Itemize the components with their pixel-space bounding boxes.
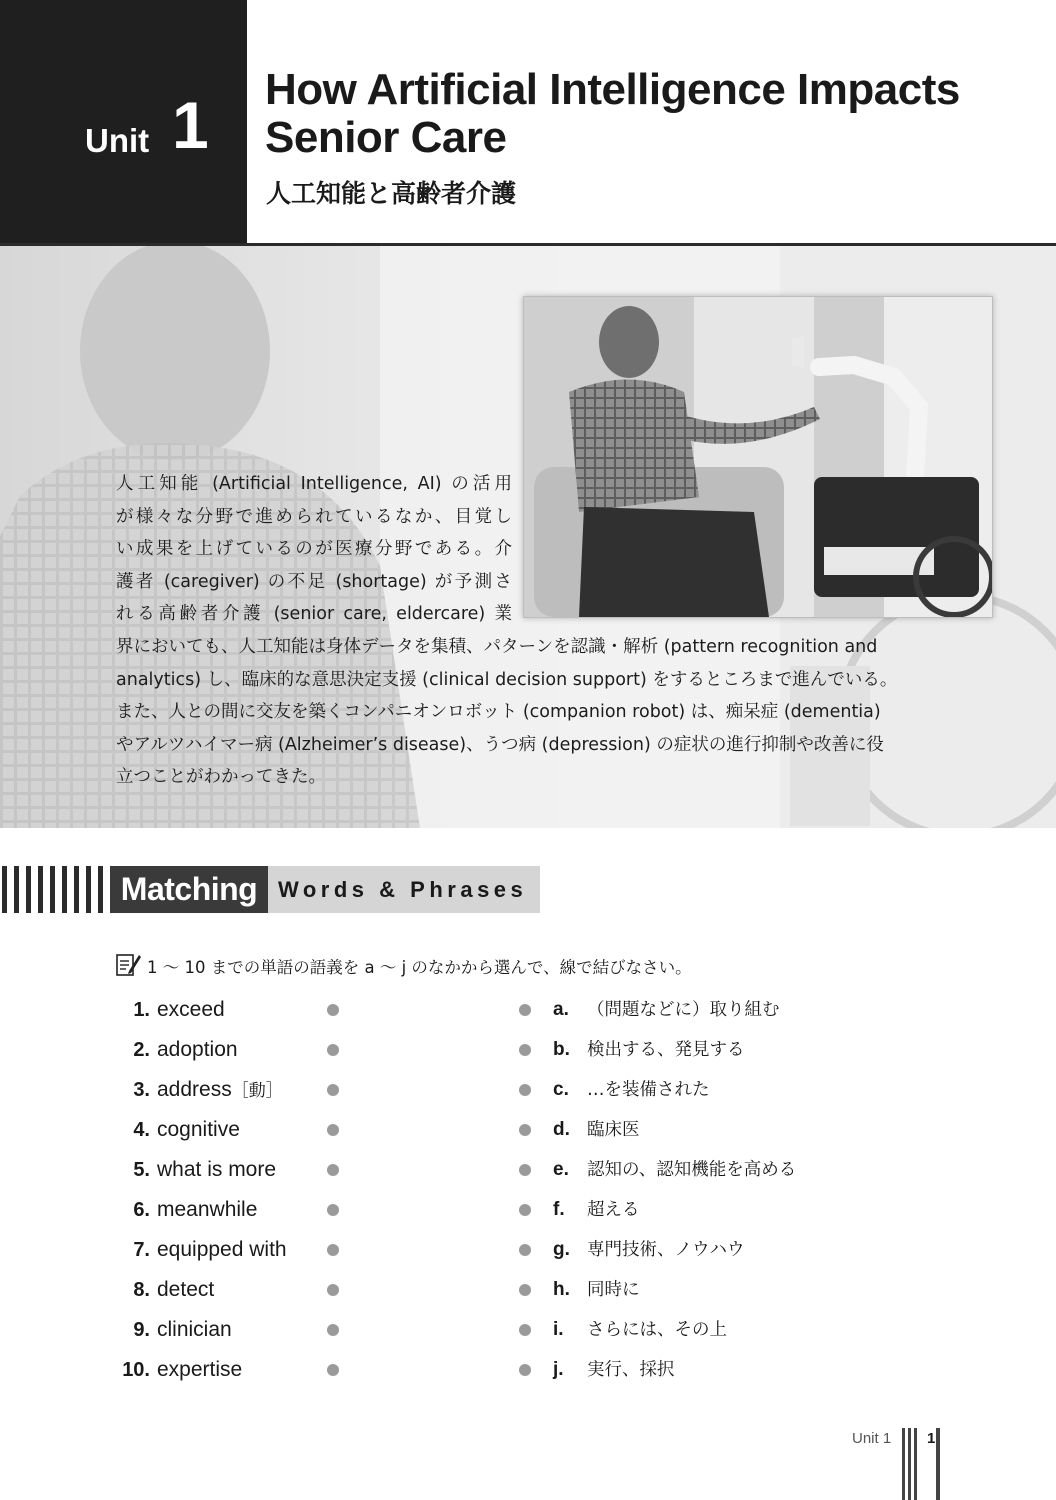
word-term: exceed [157,998,225,1021]
word-term: adoption [157,1038,238,1061]
word-term: what is more [157,1158,277,1181]
intro-line: また、人との間に交友を築くコンパニオンロボット (companion robot) は、痴呆症 (dementia) [116,702,881,723]
definition-text: 実行、採択 [587,1360,675,1380]
intro-line: い成果を上げているのが医療分野である。介 [116,539,512,560]
matching-row [0,995,1056,1025]
left-match-dot[interactable] [327,1084,339,1096]
page-number: 1 [927,1430,936,1447]
intro-line: が様々な分野で進められているなか、目覚し [116,506,512,527]
definition-text: 検出する、発見する [587,1040,745,1060]
definition-letter: j. [553,1359,564,1380]
section-subtitle: Words & Phrases [268,866,540,913]
left-match-dot[interactable] [327,1244,339,1256]
definition-letter: e. [553,1159,569,1180]
definition-letter: b. [553,1039,570,1060]
intro-paragraph [116,468,956,794]
matching-row [0,1115,1056,1145]
right-match-dot[interactable] [519,1204,531,1216]
left-match-dot[interactable] [327,1284,339,1296]
word-number: 5. [133,1159,150,1181]
intro-line: 護者 (caregiver) の不足 (shortage) が予測さ [116,571,512,592]
word-term: equipped with [157,1238,287,1261]
definition-letter: i. [553,1319,564,1340]
definition-text: 臨床医 [587,1120,640,1140]
instruction [115,951,692,981]
right-match-dot[interactable] [519,1324,531,1336]
definition-letter: d. [553,1119,570,1140]
word-number: 10. [122,1359,150,1381]
unit-number: 1 [172,88,209,162]
definition-text: （問題などに）取り組む [587,1000,780,1020]
left-match-dot[interactable] [327,1324,339,1336]
definition-letter: h. [553,1279,570,1300]
intro-line: 人工知能 (Artificial Intelligence, AI) の活用 [116,474,512,494]
intro-line: れる高齢者介護 (senior care, eldercare) 業 [116,604,512,625]
matching-row [0,1195,1056,1225]
word-number: 6. [133,1199,150,1221]
word-number: 1. [133,999,150,1021]
right-match-dot[interactable] [519,1244,531,1256]
left-match-dot[interactable] [327,1364,339,1376]
word-term: detect [157,1278,215,1301]
word-term: meanwhile [157,1198,258,1221]
word-number: 7. [133,1239,150,1261]
intro-line: 界においても、人工知能は身体データを集積、パターンを認識・解析 (pattern recognition and [116,636,878,657]
title-line-1: How Artificial Intelligence Impacts [265,65,960,114]
right-match-dot[interactable] [519,1084,531,1096]
word-term: expertise [157,1358,243,1381]
word-number: 9. [133,1319,150,1341]
matching-row [0,1315,1056,1345]
definition-text: 超える [587,1200,640,1220]
instruction-text: 1 ～ 10 までの単語の語義を a ～ j のなかから選んで、線で結びなさい。 [147,958,692,977]
matching-row [0,1275,1056,1305]
word-number: 4. [133,1119,150,1141]
word-term: clinician [157,1318,232,1341]
right-match-dot[interactable] [519,1164,531,1176]
definition-text: …を装備された [587,1080,710,1100]
unit-label: Unit [85,122,150,159]
intro-line: analytics) し、臨床的な意思決定支援 (clinical decision support) をするところまで進んでいる。 [116,669,898,690]
matching-row [0,1155,1056,1185]
word-term: address［動］ [157,1078,283,1101]
definition-text: さらには、その上 [587,1320,727,1340]
word-number: 2. [133,1039,150,1061]
right-match-dot[interactable] [519,1004,531,1016]
title-line-2: Senior Care [265,113,507,162]
left-match-dot[interactable] [327,1204,339,1216]
definition-text: 認知の、認知機能を高める [587,1160,797,1180]
footer-unit-label: Unit 1 [852,1430,892,1447]
definition-letter: c. [553,1079,569,1100]
definition-text: 専門技術、ノウハウ [587,1240,745,1260]
right-match-dot[interactable] [519,1124,531,1136]
unit-badge [0,0,247,245]
page-title [265,66,1035,162]
intro-line: 立つことがわかってきた。 [116,767,326,788]
word-term: cognitive [157,1118,240,1141]
word-number: 3. [133,1079,150,1101]
left-match-dot[interactable] [327,1124,339,1136]
right-match-dot[interactable] [519,1364,531,1376]
section-stripe-decoration [0,866,110,913]
definition-text: 同時に [587,1280,640,1300]
right-match-dot[interactable] [519,1044,531,1056]
definition-letter: f. [553,1199,565,1220]
right-match-dot[interactable] [519,1284,531,1296]
definition-letter: a. [553,999,569,1020]
matching-row [0,1355,1056,1385]
matching-row [0,1075,1056,1105]
pencil-note-icon [115,951,141,981]
definition-letter: g. [553,1239,570,1260]
matching-row [0,1035,1056,1065]
left-match-dot[interactable] [327,1004,339,1016]
left-match-dot[interactable] [327,1164,339,1176]
intro-line: やアルツハイマー病 (Alzheimer’s disease)、うつ病 (depression) の症状の進行抑制や改善に役 [116,734,884,755]
left-match-dot[interactable] [327,1044,339,1056]
matching-row [0,1235,1056,1265]
page-subtitle: 人工知能と高齢者介護 [266,179,517,208]
word-number: 8. [133,1279,150,1301]
section-title-matching: Matching [110,866,268,913]
